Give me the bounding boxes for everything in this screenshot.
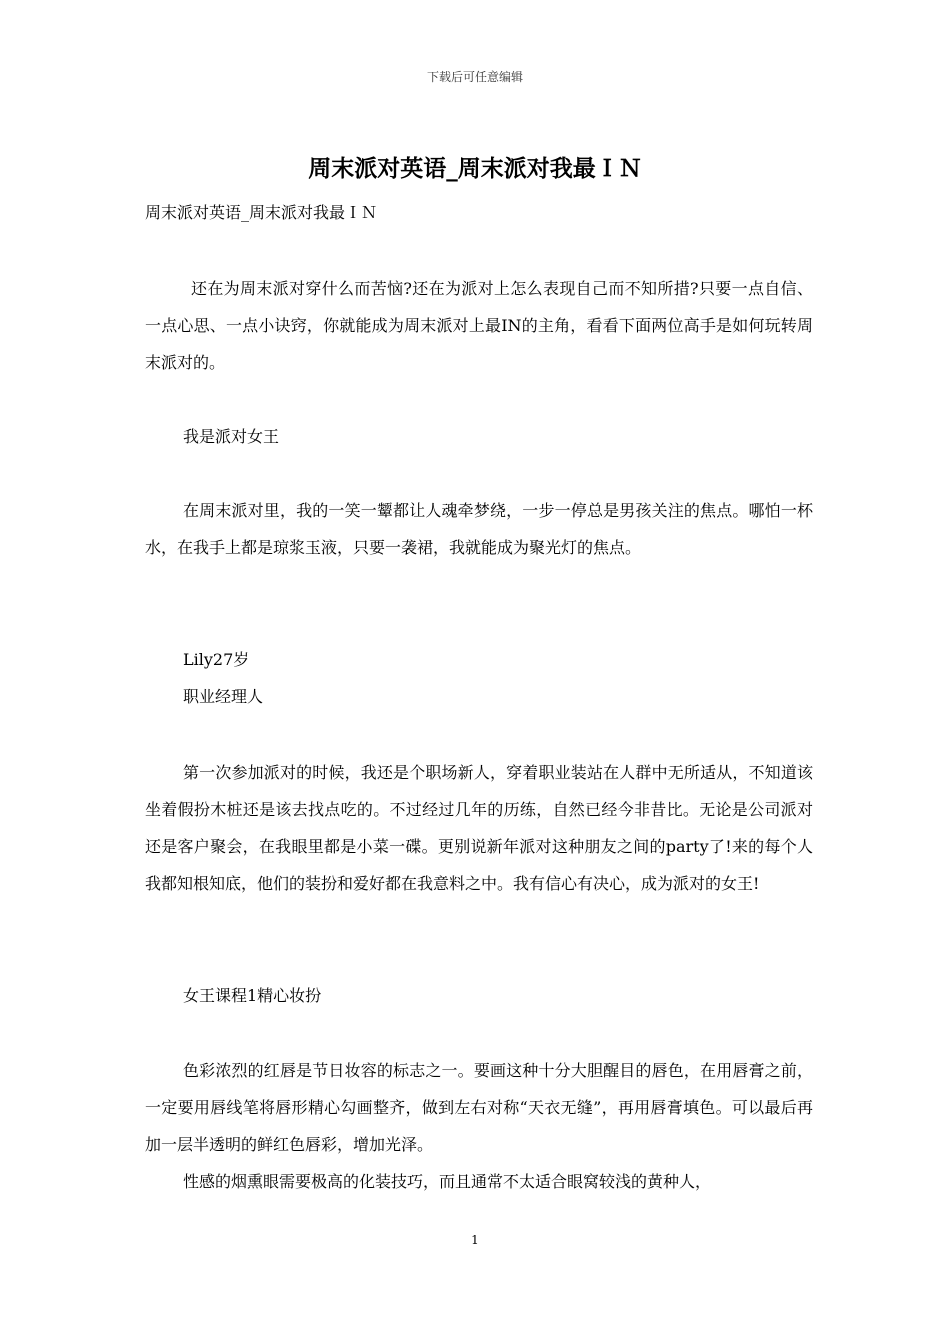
page-header-note: 下载后可任意编辑 bbox=[426, 70, 523, 84]
lesson-heading: 女王课程1精心妆扮 bbox=[183, 986, 322, 1005]
queen-description-paragraph: 在周末派对里，我的一笑一颦都让人魂牵梦绕，一步一停总是男孩关注的焦点。哪怕一杯水，在我手上都是琼浆玉液，只要一袭裙，我就能成为聚光灯的焦点。 bbox=[145, 501, 813, 557]
page-number: 1 bbox=[471, 1233, 479, 1247]
lips-paragraph: 色彩浓烈的红唇是节日妆容的标志之一。要画这种十分大胆醒目的唇色，在用唇膏之前，一定要用唇线笔将唇形精心勾画整齐，做到左右对称“天衣无缝”，再用唇膏填色。可以最后再加一层半透明的鲜红色唇彩，增加光泽。 bbox=[145, 1061, 813, 1154]
person-job-title: 职业经理人 bbox=[183, 687, 264, 706]
eyes-paragraph: 性感的烟熏眼需要极高的化装技巧，而且通常不太适合眼窝较浅的黄种人， bbox=[183, 1172, 712, 1191]
document-subtitle: 周末派对英语_周末派对我最ＩＮ bbox=[145, 203, 378, 222]
section-heading-party-queen: 我是派对女王 bbox=[183, 427, 280, 446]
person-name-age: Lily27岁 bbox=[183, 650, 250, 669]
intro-paragraph: 还在为周末派对穿什么而苦恼?还在为派对上怎么表现自己而不知所措?只要一点自信、一点心思、一点小诀窍，你就能成为周末派对上最IN的主角，看看下面两位高手是如何玩转周末派对的。 bbox=[145, 279, 813, 372]
story-paragraph: 第一次参加派对的时候，我还是个职场新人，穿着职业装站在人群中无所适从，不知道该坐着假扮木桩还是该去找点吃的。不过经过几年的历练，自然已经今非昔比。无论是公司派对还是客户聚会，在我眼里都是小菜一碟。更别说新年派对这种朋友之间的party了!来的每个人我都知根知底，他们的装扮和爱好都在我意料之中。我有信心有决心，成为派对的女王! bbox=[145, 763, 813, 893]
document-title: 周末派对英语_周末派对我最ＩＮ bbox=[308, 155, 642, 182]
